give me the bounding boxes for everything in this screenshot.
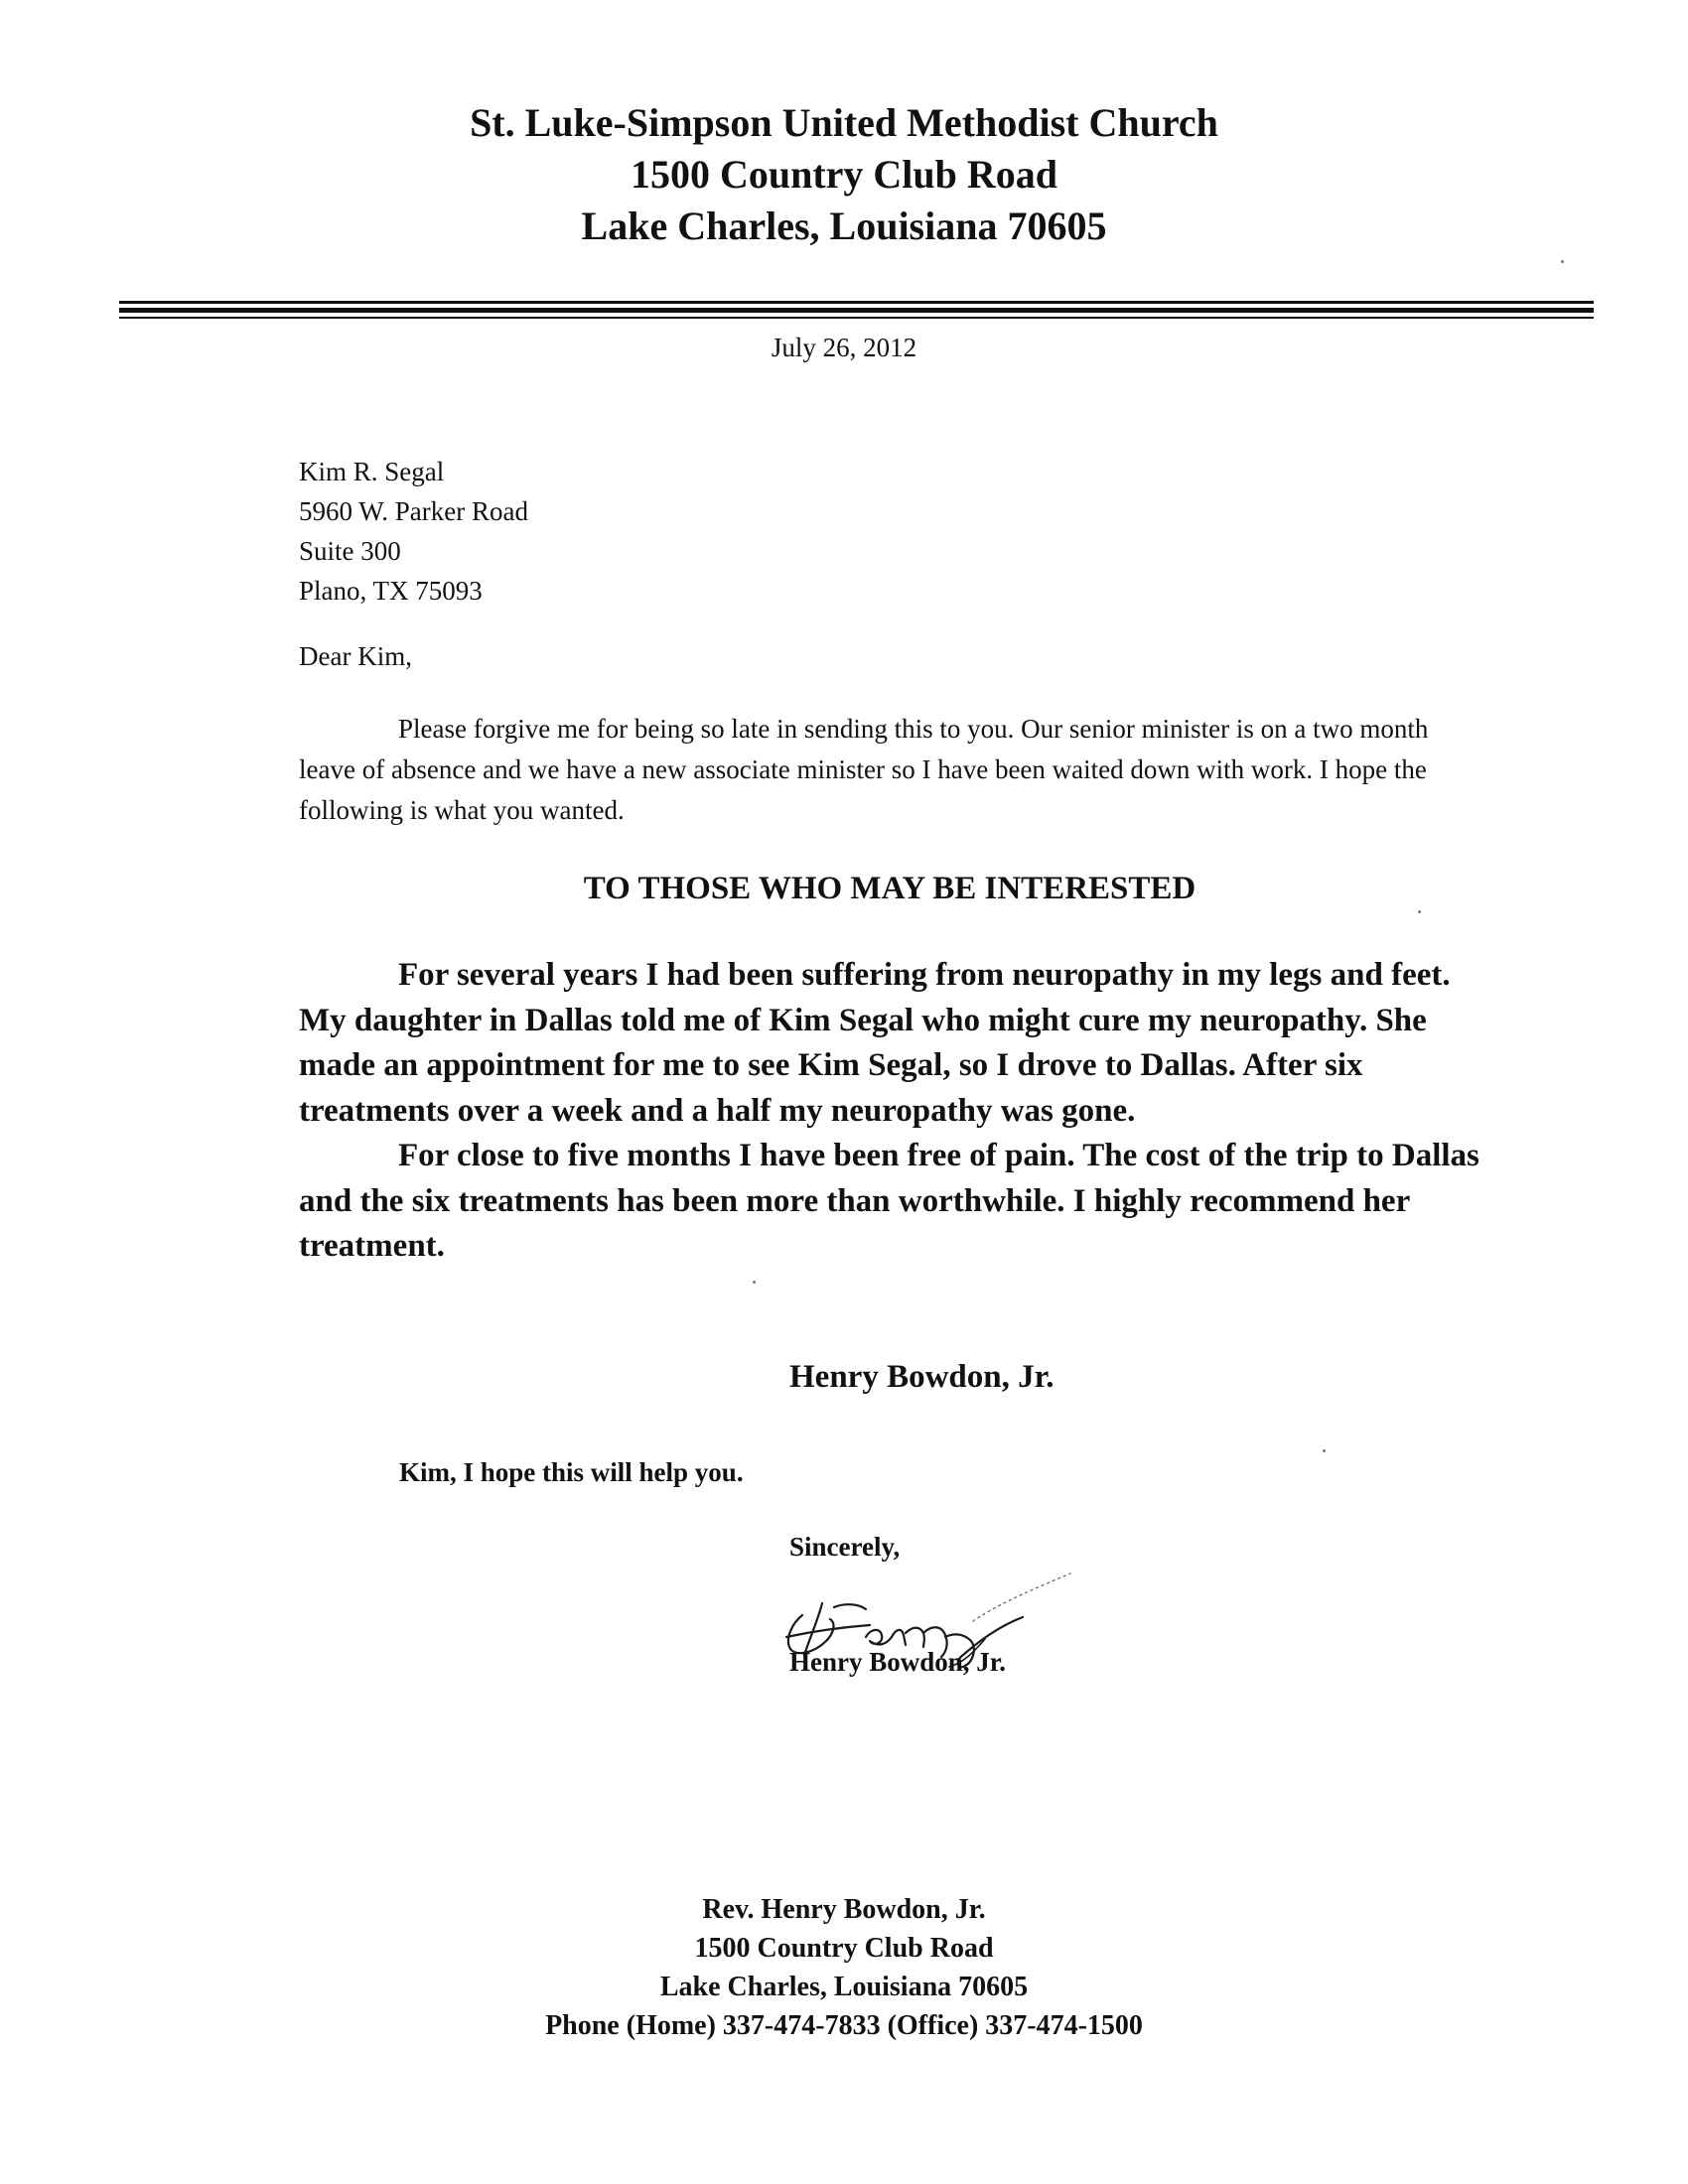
scan-speck bbox=[1323, 1449, 1326, 1452]
footer-address bbox=[0, 1890, 1688, 2045]
church-street: 1500 Country Club Road bbox=[630, 152, 1058, 197]
church-name: St. Luke-Simpson United Methodist Church bbox=[470, 100, 1218, 145]
scan-speck bbox=[1561, 260, 1564, 263]
recipient-suite: Suite 300 bbox=[299, 536, 401, 566]
testimonial-signer: Henry Bowdon, Jr. bbox=[789, 1359, 1055, 1395]
closing: Sincerely, bbox=[789, 1532, 901, 1562]
signed-name: Henry Bowdon, Jr. bbox=[789, 1647, 1007, 1677]
personal-note: Kim, I hope this will help you. bbox=[399, 1457, 744, 1487]
recipient-address bbox=[299, 452, 528, 611]
letterhead bbox=[0, 97, 1688, 252]
footer-phone: Phone (Home) 337-474-7833 (Office) 337-474-1500 bbox=[545, 2010, 1143, 2041]
church-city: Lake Charles, Louisiana 70605 bbox=[581, 204, 1107, 248]
scan-speck bbox=[1418, 910, 1421, 913]
scan-speck bbox=[753, 1281, 756, 1284]
footer-city: Lake Charles, Louisiana 70605 bbox=[659, 1972, 1029, 2002]
header-rule-middle bbox=[119, 308, 1594, 313]
footer-name: Rev. Henry Bowdon, Jr. bbox=[702, 1894, 986, 1925]
intro-paragraph: Please forgive me for being so late in sending this to you. Our senior minister is on a two month leave of absence and we have a new associate minister so I have been waited down with work. I hope the following is what you wanted. bbox=[299, 714, 1429, 825]
header-rule-bottom bbox=[119, 317, 1594, 319]
testimonial-body bbox=[299, 953, 1490, 1270]
testimonial-paragraph-2: For close to five months I have been free of pain. The cost of the trip to Dallas and the six treatments has been more than worthwhile. I highly recommend her treatment. bbox=[299, 1138, 1479, 1264]
recipient-name: Kim R. Segal bbox=[299, 457, 445, 486]
letter-date: July 26, 2012 bbox=[771, 333, 917, 362]
testimonial-heading: TO THOSE WHO MAY BE INTERESTED bbox=[583, 871, 1196, 906]
recipient-street: 5960 W. Parker Road bbox=[299, 496, 528, 526]
footer-street: 1500 Country Club Road bbox=[694, 1933, 994, 1964]
salutation: Dear Kim, bbox=[299, 641, 412, 671]
recipient-city: Plano, TX 75093 bbox=[299, 576, 483, 606]
header-rule-top bbox=[119, 301, 1594, 304]
testimonial-paragraph-1: For several years I had been suffering from neuropathy in my legs and feet. My daughter in Dallas told me of Kim Segal who might cure my neuropathy. She made an appointment for me to see Kim Segal, so I drove to Dallas. After six treatments over a week and a half my neuropathy was gone. bbox=[299, 957, 1451, 1129]
